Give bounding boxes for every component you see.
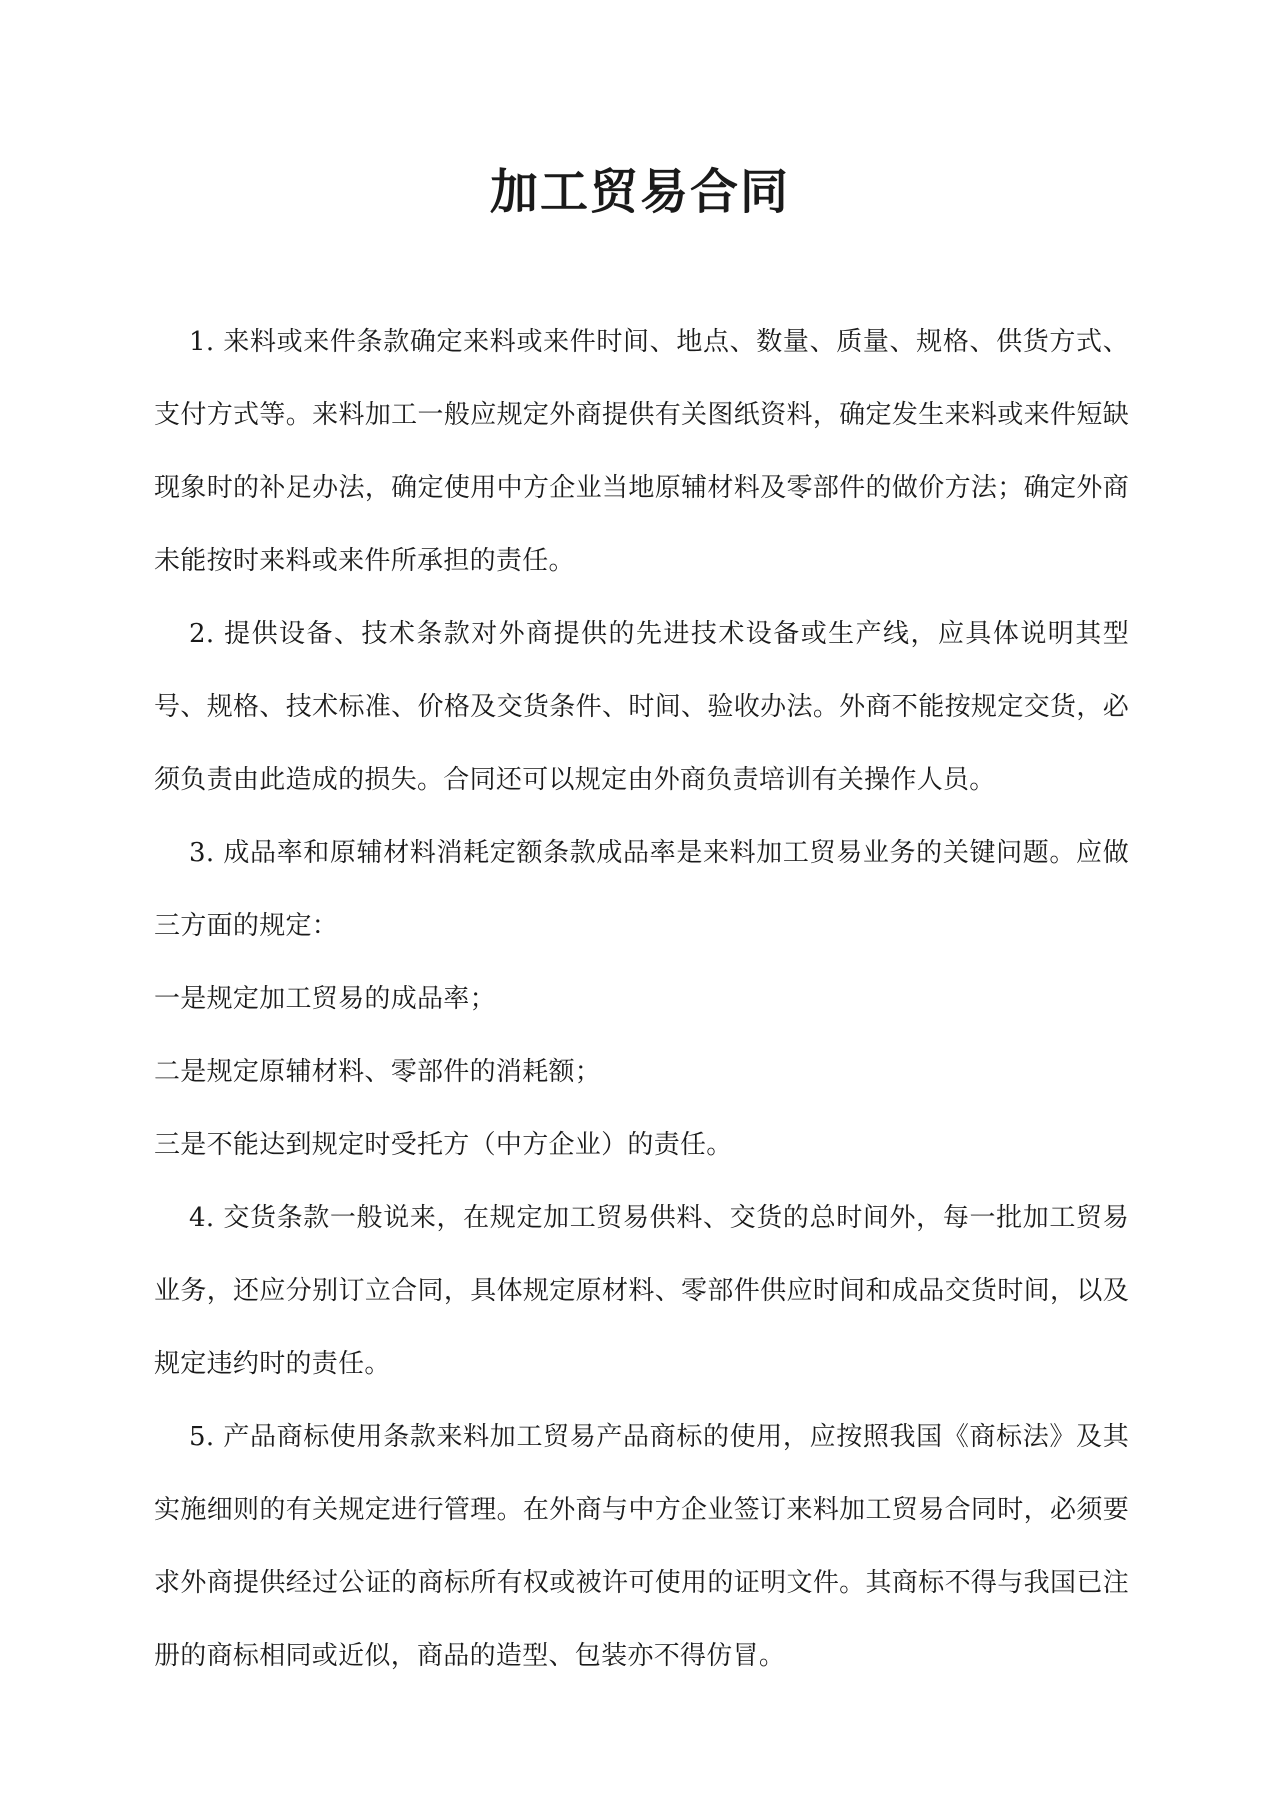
clause-3-item-1: 一是规定加工贸易的成品率；	[154, 984, 496, 1014]
clause-3-paragraph: 3. 成品率和原辅材料消耗定额条款成品率是来料加工贸易业务的关键问题。应做三方面的规定：	[154, 838, 1129, 941]
document-body	[154, 306, 1129, 1693]
clause-4-paragraph: 4. 交货条款一般说来，在规定加工贸易供料、交货的总时间外，每一批加工贸易业务，还应分别订立合同，具体规定原材料、零部件供应时间和成品交货时间，以及规定违约时的责任。	[154, 1203, 1129, 1379]
clause-3-item-3: 三是不能达到规定时受托方（中方企业）的责任。	[154, 1130, 733, 1160]
document-title: 加工贸易合同	[489, 164, 790, 220]
clause-1-paragraph: 1. 来料或来件条款确定来料或来件时间、地点、数量、质量、规格、供货方式、支付方式等。来料加工一般应规定外商提供有关图纸资料，确定发生来料或来件短缺现象时的补足办法，确定使用中方企业当地原辅材料及零部件的做价方法；确定外商未能按时来料或来件所承担的责任。	[154, 327, 1129, 576]
clause-3-item-2: 二是规定原辅材料、零部件的消耗额；	[154, 1057, 602, 1087]
clause-5-paragraph: 5. 产品商标使用条款来料加工贸易产品商标的使用，应按照我国《商标法》及其实施细则的有关规定进行管理。在外商与中方企业签订来料加工贸易合同时，必须要求外商提供经过公证的商标所有权或被许可使用的证明文件。其商标不得与我国已注册的商标相同或近似，商品的造型、包装亦不得仿冒。	[154, 1422, 1129, 1671]
clause-2-paragraph: 2. 提供设备、技术条款对外商提供的先进技术设备或生产线，应具体说明其型号、规格、技术标准、价格及交货条件、时间、验收办法。外商不能按规定交货，必须负责由此造成的损失。合同还可以规定由外商负责培训有关操作人员。	[154, 619, 1129, 795]
